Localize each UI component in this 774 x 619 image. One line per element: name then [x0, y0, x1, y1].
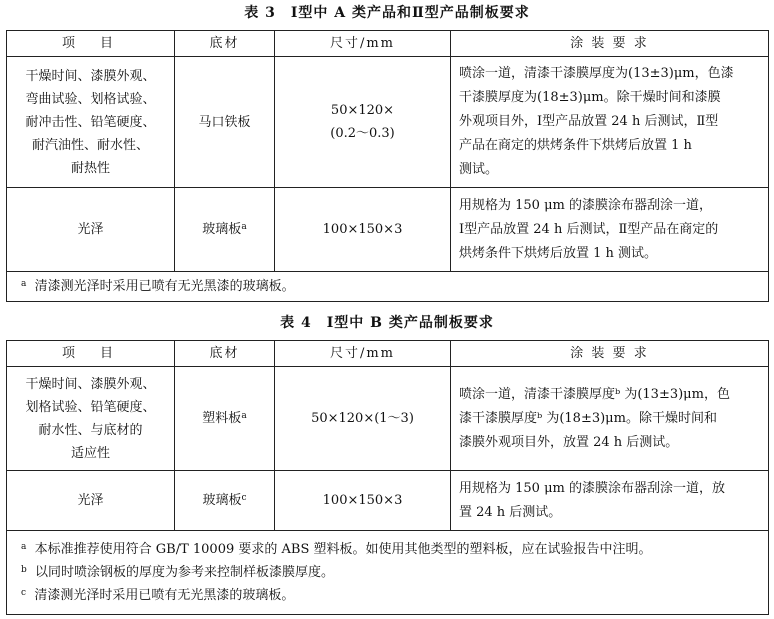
table-row	[7, 57, 769, 188]
size-line: (0.2～0.3)	[330, 126, 395, 141]
table3-caption: 表 3 Ⅰ型中 A 类产品和Ⅱ型产品制板要求	[244, 5, 530, 21]
substrate-cell	[175, 57, 275, 188]
substrate-cell	[175, 471, 275, 531]
item-cell	[7, 471, 175, 531]
coating-cell	[451, 188, 769, 272]
coating-line: 烘烤条件下烘烤后放置 1 h 测试。	[459, 245, 658, 261]
header-coating: 涂 装 要 求	[451, 341, 769, 367]
coating-line: 喷涂一道，清漆干漆膜厚度ᵇ 为(13±3)μm，色	[459, 386, 730, 402]
table3-notes-row	[7, 272, 769, 302]
substrate-name: 玻璃板	[202, 493, 242, 508]
coating-line: 置 24 h 后测试。	[459, 504, 562, 520]
header-substrate: 底材	[175, 31, 275, 57]
header-size: 尺寸/mm	[275, 31, 451, 57]
substrate-cell	[175, 188, 275, 272]
substrate-cell	[175, 367, 275, 471]
coating-line: Ⅰ型产品放置 24 h 后测试，Ⅱ型产品在商定的	[459, 221, 719, 237]
size-cell	[275, 57, 451, 188]
coating-cell	[451, 367, 769, 471]
substrate-footnote-mark: a	[241, 222, 247, 232]
table4	[6, 340, 769, 615]
item-line: 适应性	[70, 445, 110, 461]
size-line: 50×120×	[330, 103, 395, 118]
header-item: 项 目	[7, 31, 175, 57]
size-line: 50×120×(1～3)	[311, 411, 414, 426]
coating-line: 测试。	[459, 162, 499, 177]
table-row	[7, 367, 769, 471]
item-line: 耐冲击性、铅笔硬度、	[25, 114, 156, 130]
item-cell	[7, 367, 175, 471]
footnote-text: 清漆测光泽时采用已喷有无光黑漆的玻璃板。	[34, 588, 295, 603]
item-line: 耐水性、与底材的	[38, 422, 143, 438]
item-line: 弯曲试验、划格试验、	[25, 91, 156, 107]
item-line: 光泽	[77, 222, 104, 237]
coating-line: 漆干漆膜厚度ᵇ 为(18±3)μm。除干燥时间和	[459, 410, 717, 426]
size-line: 100×150×3	[322, 222, 403, 237]
table-row	[7, 471, 769, 531]
footnote-text: 以同时喷涂钢板的厚度为参考来控制样板漆膜厚度。	[35, 565, 335, 580]
table4-caption: 表 4 Ⅰ型中 B 类产品制板要求	[280, 315, 494, 331]
header-size: 尺寸/mm	[275, 341, 451, 367]
item-cell	[7, 57, 175, 188]
table4-header-row	[7, 341, 769, 367]
coating-line: 产品在商定的烘烤条件下烘烤后放置 1 h	[459, 138, 692, 153]
footnote-mark: b	[21, 565, 27, 575]
item-line: 耐热性	[70, 160, 110, 176]
footnote-text: 本标准推荐使用符合 GB/T 10009 要求的 ABS 塑料板。如使用其他类型的塑料板，应在试验报告中注明。	[34, 542, 652, 557]
footnote-mark: a	[21, 279, 27, 289]
item-cell	[7, 188, 175, 272]
footnote	[21, 561, 754, 584]
coating-line: 用规格为 150 μm 的漆膜涂布器刮涂一道，放	[459, 480, 725, 496]
substrate-name: 塑料板	[202, 411, 242, 426]
item-line: 干燥时间、漆膜外观、	[25, 68, 156, 84]
coating-cell	[451, 57, 769, 188]
footnote	[7, 272, 769, 302]
table-row	[7, 188, 769, 272]
substrate-name: 玻璃板	[202, 222, 242, 237]
item-line: 划格试验、铅笔硬度、	[25, 399, 156, 415]
footnote	[21, 538, 754, 561]
footnote	[21, 584, 754, 607]
substrate-footnote-mark: a	[241, 411, 247, 421]
size-cell	[275, 367, 451, 471]
item-line: 光泽	[77, 493, 104, 508]
coating-line: 用规格为 150 μm 的漆膜涂布器刮涂一道，	[459, 197, 712, 213]
footnote-mark: c	[21, 588, 27, 598]
coating-cell	[451, 471, 769, 531]
header-coating: 涂 装 要 求	[451, 31, 769, 57]
item-line: 干燥时间、漆膜外观、	[25, 376, 156, 392]
footnote-text: 清漆测光泽时采用已喷有无光黑漆的玻璃板。	[34, 279, 295, 294]
header-substrate: 底材	[175, 341, 275, 367]
item-line: 耐汽油性、耐水性、	[31, 137, 149, 153]
substrate-name: 马口铁板	[198, 114, 251, 130]
coating-line: 外观项目外，Ⅰ型产品放置 24 h 后测试，Ⅱ型	[459, 114, 719, 129]
footnotes	[7, 531, 769, 615]
size-line: 100×150×3	[322, 493, 403, 508]
table3-header-row	[7, 31, 769, 57]
size-cell	[275, 471, 451, 531]
substrate-footnote-mark: c	[241, 493, 247, 503]
coating-line: 喷涂一道，清漆干漆膜厚度为(13±3)μm，色漆	[459, 66, 734, 81]
coating-line: 漆膜外观项目外，放置 24 h 后测试。	[459, 434, 679, 450]
coating-line: 干漆膜厚度为(18±3)μm。除干燥时间和漆膜	[459, 90, 721, 105]
header-item: 项 目	[7, 341, 175, 367]
size-cell	[275, 188, 451, 272]
footnote-mark: a	[21, 542, 27, 552]
table3	[6, 30, 769, 302]
table4-notes-row	[7, 531, 769, 615]
